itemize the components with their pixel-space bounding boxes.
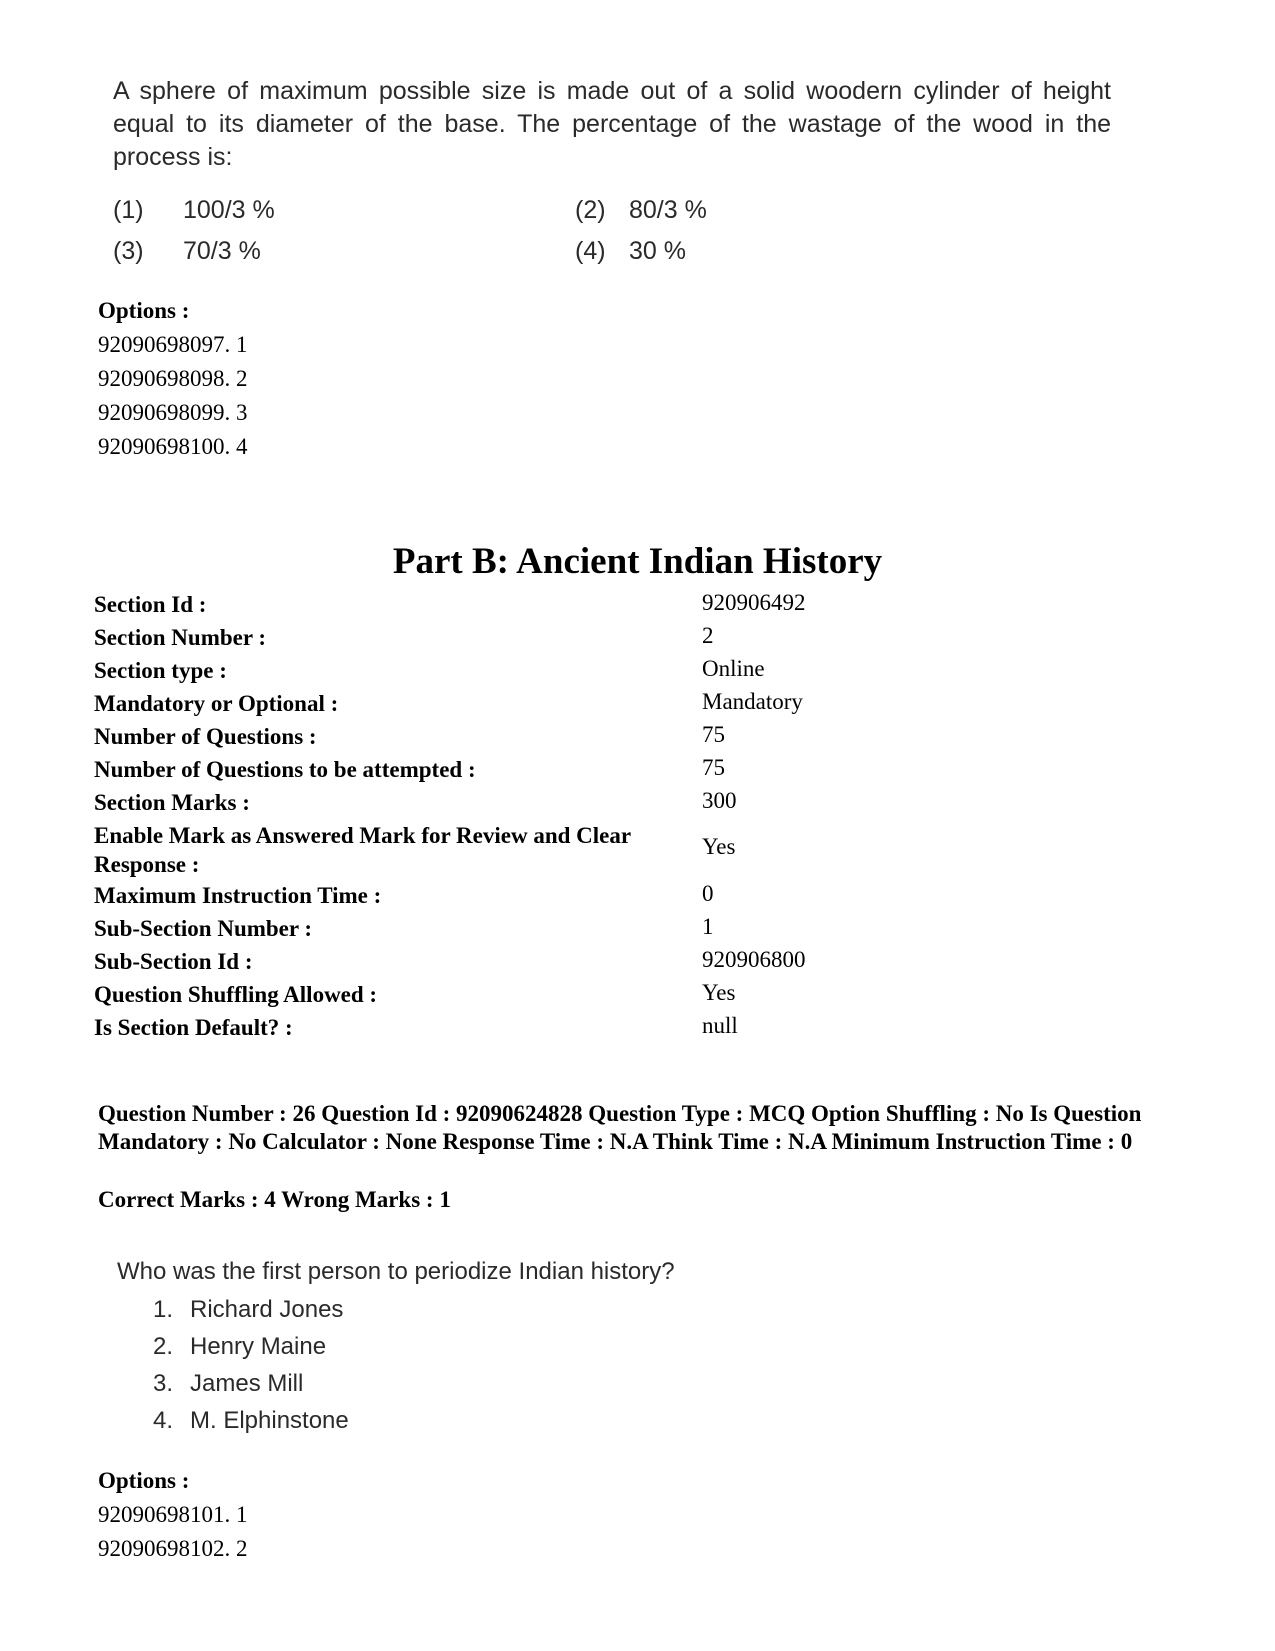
prev-option-1: 92090698097. 1: [98, 332, 248, 357]
section-row-label: Is Section Default? :: [94, 1015, 293, 1040]
question-choice-3: [153, 1370, 303, 1398]
question-options-list: [98, 1464, 248, 1566]
section-row-value: 75: [702, 755, 725, 780]
prev-option-3: 92090698099. 3: [98, 400, 248, 425]
section-row-value: null: [702, 1013, 738, 1038]
prev-choice-4-text: 30 %: [629, 237, 686, 265]
question-choice-2-text: Henry Maine: [190, 1333, 327, 1360]
prev-choice-3-num: (3): [113, 237, 144, 265]
section-row-label: Sub-Section Number :: [94, 916, 313, 941]
section-row-label: Section Marks :: [94, 790, 250, 815]
section-row-label: Section Number :: [94, 625, 267, 650]
prev-choice-4: [575, 237, 686, 266]
question-option-2: 92090698102. 2: [98, 1536, 248, 1561]
prev-choice-2-num: (2): [575, 196, 606, 224]
question-choice-1: [153, 1296, 343, 1324]
section-row-label: Sub-Section Id :: [94, 949, 253, 974]
prev-choice-2-text: 80/3 %: [629, 196, 707, 224]
question-meta: Question Number : 26 Question Id : 92090624828 Question Type : MCQ Option Shuffling : No Is Question Mandatory : No Calculator : None Response Time : N.A Think Time : N.A Minimum Instruction Time : 0: [98, 1101, 1142, 1154]
prev-choice-2: [575, 196, 707, 225]
prev-question-text: A sphere of maximum possible size is made out of a solid woodern cylinder of height equal to its diameter of the base. The percentage of the wastage of the wood in the process is:: [113, 77, 1111, 171]
section-row-label: Question Shuffling Allowed :: [94, 982, 378, 1007]
question-choice-3-text: James Mill: [190, 1370, 304, 1397]
section-row-value: Yes: [702, 834, 736, 859]
question-choice-1-text: Richard Jones: [190, 1296, 344, 1323]
question-option-1: 92090698101. 1: [98, 1502, 248, 1527]
prev-choice-1-text: 100/3 %: [183, 196, 275, 224]
section-row-label: Section type :: [94, 658, 227, 683]
section-row-label: Number of Questions to be attempted :: [94, 757, 476, 782]
question-options-header: Options :: [98, 1468, 190, 1493]
section-row-value: 1: [702, 914, 714, 939]
question-choice-4: [153, 1407, 349, 1435]
section-row-value: 2: [702, 623, 714, 648]
question-choice-1-num: 1.: [153, 1296, 174, 1323]
question-text: Who was the first person to periodize Indian history?: [117, 1258, 675, 1285]
section-row-value: 75: [702, 722, 725, 747]
section-row-label: Maximum Instruction Time :: [94, 883, 382, 908]
section-row-value: 0: [702, 881, 714, 906]
prev-option-4: 92090698100. 4: [98, 434, 248, 459]
section-row-value: 300: [702, 788, 737, 813]
prev-choice-1-num: (1): [113, 196, 144, 224]
prev-choice-4-num: (4): [575, 237, 606, 265]
question-choice-4-text: M. Elphinstone: [190, 1407, 349, 1434]
prev-options-list: [98, 294, 248, 464]
prev-choice-3-text: 70/3 %: [183, 237, 261, 265]
prev-choice-3: [113, 237, 261, 266]
question-choice-2: [153, 1333, 326, 1361]
section-row-label: Enable Mark as Answered Mark for Review and Clear Response :: [94, 823, 631, 877]
section-row-value: Yes: [702, 980, 736, 1005]
prev-option-2: 92090698098. 2: [98, 366, 248, 391]
part-title: Part B: Ancient Indian History: [392, 541, 883, 582]
section-row-value: 920906800: [702, 947, 806, 972]
prev-choice-1: [113, 196, 275, 225]
section-row-value: 920906492: [702, 590, 806, 615]
section-row-label: Section Id :: [94, 592, 207, 617]
section-row-value: Mandatory: [702, 689, 803, 714]
section-row-value: Online: [702, 656, 765, 681]
section-row-label: Number of Questions :: [94, 724, 317, 749]
section-row-label: Mandatory or Optional :: [94, 691, 339, 716]
question-choice-4-num: 4.: [153, 1407, 174, 1434]
prev-options-header: Options :: [98, 298, 190, 323]
question-choice-3-num: 3.: [153, 1370, 174, 1397]
question-marks: Correct Marks : 4 Wrong Marks : 1: [98, 1187, 451, 1212]
question-choice-2-num: 2.: [153, 1333, 174, 1360]
